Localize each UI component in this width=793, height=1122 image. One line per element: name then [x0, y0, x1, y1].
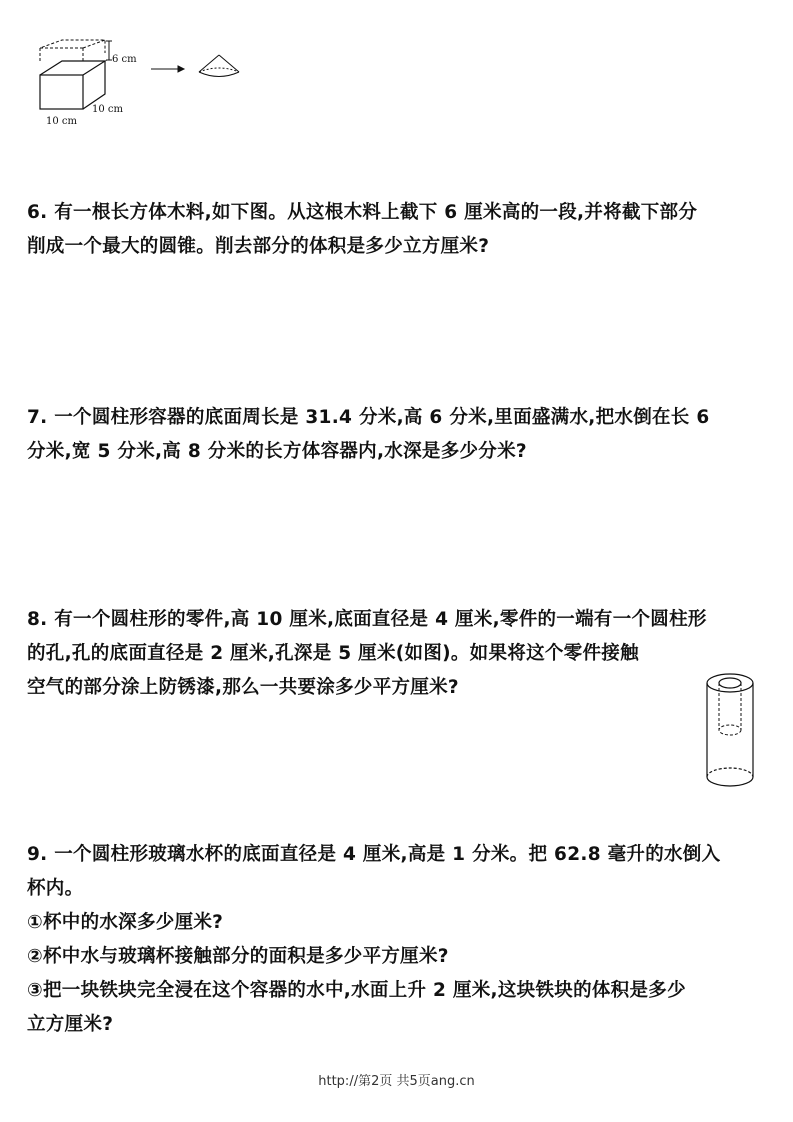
question-6 — [27, 196, 697, 264]
page-footer: http://第2页 共5页ang.cn — [318, 1074, 475, 1089]
question-6-line-1: 6. 有一根长方体木料,如下图。从这根木料上截下 6 厘米高的一段,并将截下部分 — [27, 202, 698, 223]
question-9-sub-3: ③把一块铁块完全浸在这个容器的水中,水面上升 2 厘米,这块铁块的体积是多少 — [27, 980, 686, 1001]
question-9-sub-2: ②杯中水与玻璃杯接触部分的面积是多少平方厘米? — [27, 946, 449, 967]
cone-icon — [199, 55, 239, 77]
width-label: 10 cm — [46, 116, 77, 127]
cylinder-top-ellipse — [707, 674, 753, 692]
cuboid-to-cone-figure — [30, 38, 250, 130]
question-9-line-2: 杯内。 — [27, 878, 84, 899]
question-9-line-1: 9. 一个圆柱形玻璃水杯的底面直径是 4 厘米,高是 1 分米。把 62.8 毫升的水倒入 — [27, 844, 721, 865]
arrow-right-icon — [151, 66, 184, 72]
question-6-line-2: 削成一个最大的圆锥。削去部分的体积是多少立方厘米? — [27, 236, 490, 257]
question-8-line-1: 8. 有一个圆柱形的零件,高 10 厘米,底面直径是 4 厘米,零件的一端有一个圆柱形 — [27, 609, 707, 630]
cut-slice-dashed — [40, 40, 105, 61]
hole-dashed-lines — [719, 683, 741, 735]
question-7-line-2: 分米,宽 5 分米,高 8 分米的长方体容器内,水深是多少分米? — [27, 441, 527, 462]
hole-top-ellipse — [719, 678, 741, 688]
question-8-line-3: 空气的部分涂上防锈漆,那么一共要涂多少平方厘米? — [27, 677, 459, 698]
cylinder-with-hole-figure — [700, 666, 762, 792]
question-8-line-2: 的孔,孔的底面直径是 2 厘米,孔深是 5 厘米(如图)。如果将这个零件接触 — [27, 643, 639, 664]
question-8 — [27, 603, 707, 705]
height-label: 6 cm — [112, 54, 137, 65]
question-7 — [27, 401, 710, 469]
depth-label: 10 cm — [92, 104, 123, 115]
cuboid-solid — [40, 61, 105, 109]
question-9 — [27, 838, 720, 1042]
question-9-sub-1: ①杯中的水深多少厘米? — [27, 912, 224, 933]
question-9-sub-3-cont: 立方厘米? — [27, 1014, 114, 1035]
question-7-line-1: 7. 一个圆柱形容器的底面周长是 31.4 分米,高 6 分米,里面盛满水,把水倒在长 6 — [27, 407, 710, 428]
